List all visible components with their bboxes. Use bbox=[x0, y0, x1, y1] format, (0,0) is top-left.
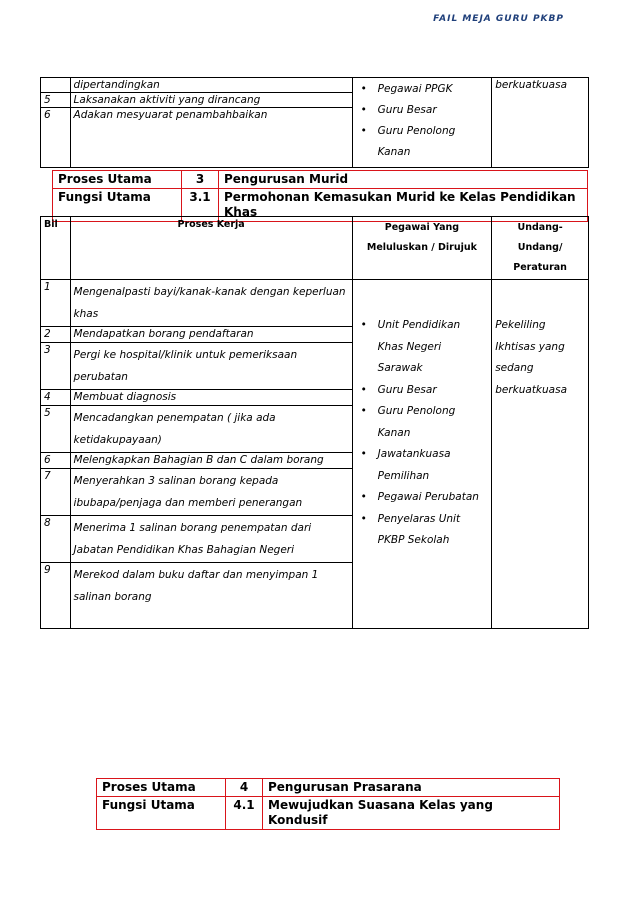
row-number: 4 bbox=[41, 390, 71, 406]
row-number: 6 bbox=[41, 108, 71, 168]
row-number: 3 bbox=[41, 343, 71, 390]
officers-cell bbox=[352, 280, 492, 629]
officer-item: • Guru Besar bbox=[378, 380, 489, 402]
row-number: 1 bbox=[41, 280, 71, 327]
row-number: 6 bbox=[41, 453, 71, 469]
officer-item: • Guru Besar bbox=[378, 100, 489, 121]
row-task: Adakan mesyuarat penambahbaikan bbox=[70, 108, 352, 168]
function-title: Permohonan Kemasukan Murid ke Kelas Pendidikan Khas bbox=[219, 189, 588, 222]
table-header-row bbox=[41, 217, 589, 280]
header-bil: Bil bbox=[41, 217, 71, 280]
officer-item: • Pegawai Perubatan bbox=[378, 487, 489, 509]
function-title: Mewujudkan Suasana Kelas yang Kondusif bbox=[263, 797, 560, 830]
process-header-4 bbox=[96, 778, 560, 830]
row-number: 5 bbox=[41, 406, 71, 453]
row-task: Menerima 1 salinan borang penempatan dari Jabatan Pendidikan Khas Bahagian Negeri bbox=[70, 516, 352, 563]
officer-item: • Unit Pendidikan Khas Negeri Sarawak bbox=[378, 315, 489, 380]
row-task: Membuat diagnosis bbox=[70, 390, 352, 406]
officers-cell bbox=[352, 78, 492, 168]
function-number: 4.1 bbox=[226, 797, 263, 830]
row-task: Pergi ke hospital/klinik untuk pemeriksaan perubatan bbox=[70, 343, 352, 390]
process-title: Pengurusan Prasarana bbox=[263, 779, 560, 797]
process-title: Pengurusan Murid bbox=[219, 171, 588, 189]
law-cell: Pekeliling Ikhtisas yang sedang berkuatkuasa bbox=[492, 280, 589, 629]
header-label: FAIL MEJA GURU PKBP bbox=[433, 14, 564, 24]
continuation-table bbox=[40, 77, 589, 168]
process-header-3 bbox=[52, 170, 588, 222]
row-number: 2 bbox=[41, 327, 71, 343]
header-proses: Proses Kerja bbox=[70, 217, 352, 280]
row-number: 8 bbox=[41, 516, 71, 563]
header-pegawai: Pegawai Yang Meluluskan / Dirujuk bbox=[352, 217, 492, 280]
officer-item: • Jawatankuasa Pemilihan bbox=[378, 444, 489, 487]
function-label: Fungsi Utama bbox=[53, 189, 182, 222]
row-task: Mengenalpasti bayi/kanak-kanak dengan keperluan khas bbox=[70, 280, 352, 327]
function-label: Fungsi Utama bbox=[97, 797, 226, 830]
officer-item: • Penyelaras Unit PKBP Sekolah bbox=[378, 509, 489, 552]
table-row bbox=[41, 280, 589, 327]
header-undang: Undang-Undang/ Peraturan bbox=[492, 217, 589, 280]
row-number: 9 bbox=[41, 563, 71, 629]
row-task: Melengkapkan Bahagian B dan C dalam borang bbox=[70, 453, 352, 469]
process-number: 4 bbox=[226, 779, 263, 797]
row-task: dipertandingkan bbox=[70, 78, 352, 93]
row-number: 7 bbox=[41, 469, 71, 516]
process-label: Proses Utama bbox=[53, 171, 182, 189]
officer-item: • Pegawai PPGK bbox=[378, 79, 489, 100]
officer-item: • Guru Penolong Kanan bbox=[378, 121, 489, 163]
officer-item: • Guru Penolong Kanan bbox=[378, 401, 489, 444]
process-label: Proses Utama bbox=[97, 779, 226, 797]
row-task: Merekod dalam buku daftar dan menyimpan 1 salinan borang bbox=[70, 563, 352, 629]
law-cell: berkuatkuasa bbox=[492, 78, 589, 168]
function-number: 3.1 bbox=[182, 189, 219, 222]
row-number: 5 bbox=[41, 93, 71, 108]
process-work-table bbox=[40, 216, 589, 629]
row-task: Mencadangkan penempatan ( jika ada ketidakupayaan) bbox=[70, 406, 352, 453]
row-task: Menyerahkan 3 salinan borang kepada ibubapa/penjaga dan memberi penerangan bbox=[70, 469, 352, 516]
row-task: Mendapatkan borang pendaftaran bbox=[70, 327, 352, 343]
process-number: 3 bbox=[182, 171, 219, 189]
row-number bbox=[41, 78, 71, 93]
table-row bbox=[41, 78, 589, 93]
row-task: Laksanakan aktiviti yang dirancang bbox=[70, 93, 352, 108]
